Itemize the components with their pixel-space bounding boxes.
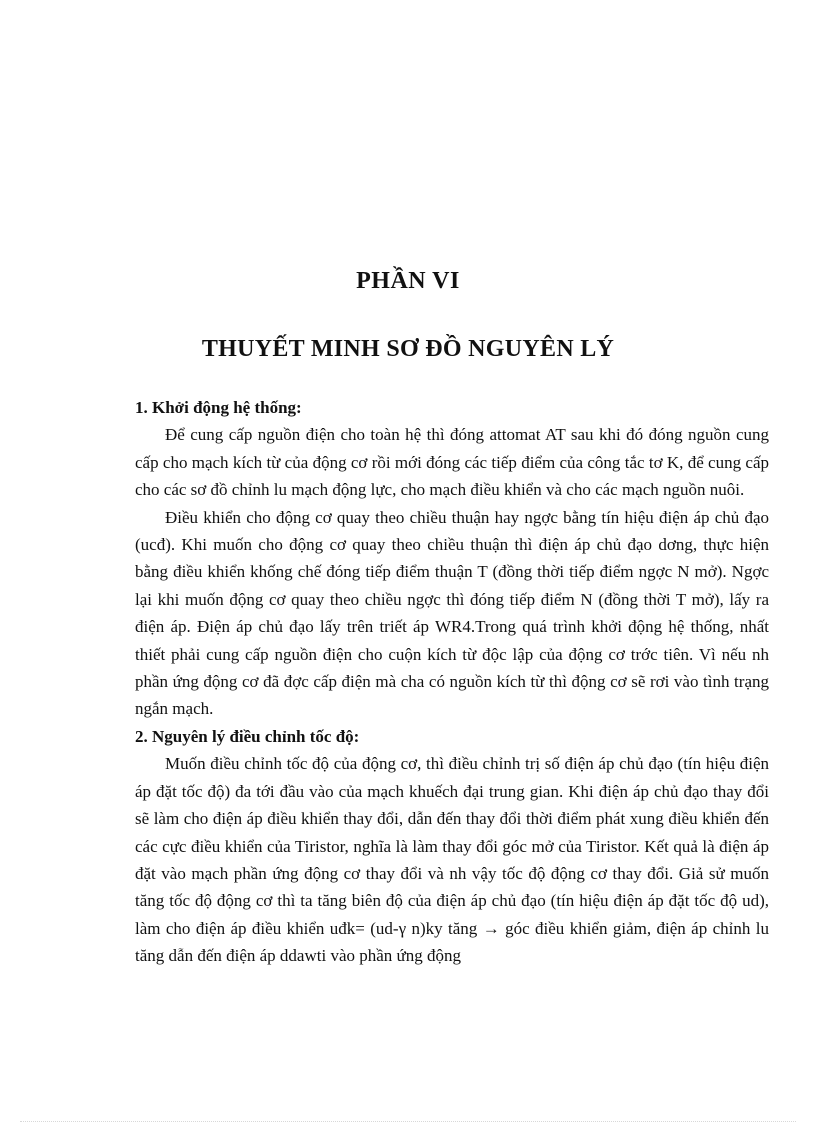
section-2-heading: 2. Nguyên lý điều chỉnh tốc độ:: [135, 726, 360, 746]
section-1-heading: 1. Khởi động hệ thống:: [135, 398, 302, 417]
section-1-paragraph-2: Điều khiển cho động cơ quay theo chiều thuận hay ngợc bằng tín hiệu điện áp chủ đạo (ucđ). Khi muốn cho động cơ quay theo chiều thuận thì điện áp chủ đạo dơng, thực hiện bằng điều khiển khống chế đóng tiếp điểm thuận T (đồng thời tiếp điểm ngợc N mở). Ngợc lại khi muốn động cơ quay theo chiều ngợc thì đóng tiếp điểm N (đồng thời T mở), lấy ra điện áp. Điện áp chủ đạo lấy trên triết áp WR4.Trong quá trình khởi động hệ thống, nhất thiết phải cung cấp nguồn điện cho cuộn kích từ độc lập của động cơ trớc tiên. Vì nếu nh phần ứng động cơ đã đợc cấp điện mà cha có nguồn kích từ thì động cơ sẽ rơi vào tình trạng ngắn mạch.: [135, 507, 769, 719]
section-2-paragraph-1: Muốn điều chỉnh tốc độ của động cơ, thì điều chỉnh trị số điện áp chủ đạo (tín hiệu điện áp đặt tốc độ) đa tới đầu vào của mạch khuếch đại trung gian. Khi điện áp chủ đạo thay đổi sẽ làm cho điện áp điều khiển thay đổi, dẫn đến thay đổi thời điểm phát xung điều khiển đến các cực điều khiển của Tiristor, nghĩa là làm thay đổi góc mở của Tiristor. Kết quả là điện áp đặt vào mạch phần ứng động cơ thay đổi và nh vậy tốc độ động cơ thay đổi. Giả sử muốn tăng tốc độ động cơ thì ta tăng biên độ của điện áp chủ đạo (tín hiệu điện áp đặt tốc độ ud), làm cho điện áp điều khiển uđk= (ud-γ n)ky tăng → góc điều khiển giảm, điện áp chỉnh lu tăng dẫn đến điện áp ddawti vào phần ứng động: [135, 754, 769, 966]
document-body: [135, 394, 769, 970]
main-title: THUYẾT MINH SƠ ĐỒ NGUYÊN LÝ: [201, 336, 615, 362]
page-bottom-divider: [20, 1121, 796, 1122]
section-1-paragraph-1: Để cung cấp nguồn điện cho toàn hệ thì đóng attomat AT sau khi đó đóng nguồn cung cấp cho mạch kích từ của động cơ rồi mới đóng các tiếp điểm của công tắc tơ K, để cung cấp cho các sơ đồ chỉnh lu mạch động lực, cho mạch điều khiển và cho các mạch nguồn nuôi.: [135, 425, 769, 500]
part-title: PHẦN VI: [356, 268, 460, 294]
